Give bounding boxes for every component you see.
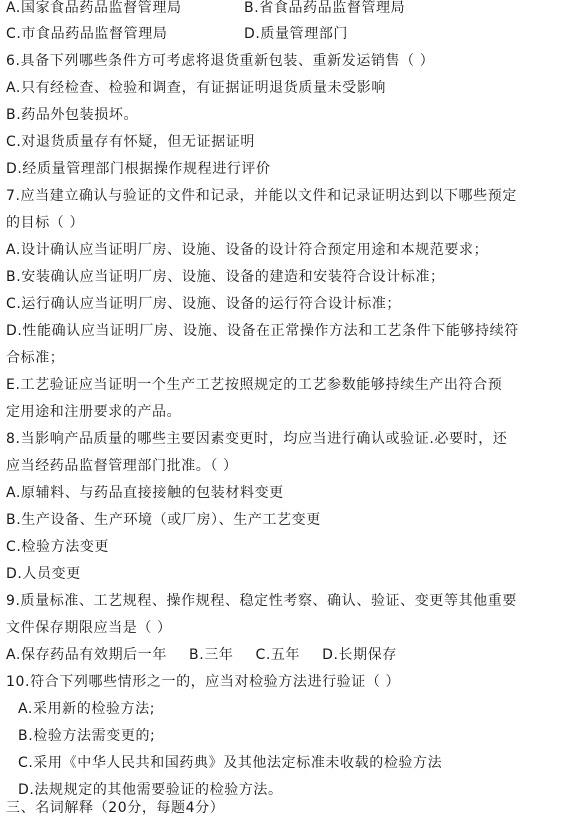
q9-option-b: B.三年 bbox=[188, 647, 234, 663]
q8-stem-line-2: 应当经药品监督管理部门批准。（ ） bbox=[6, 458, 238, 474]
q6-option-c: C.对退货质量存有怀疑，但无证据证明 bbox=[6, 134, 256, 150]
q7-option-b: B.安装确认应当证明厂房、设施、设备的建造和安装符合设计标准； bbox=[6, 269, 445, 285]
q9-stem-line-1: 9.质量标准、工艺规程、操作规程、稳定性考察、确认、验证、变更等其他重要 bbox=[6, 593, 517, 609]
q5-option-d: D.质量管理部门 bbox=[244, 26, 349, 42]
q7-option-d-line-2: 合标准； bbox=[6, 350, 65, 366]
q10-option-a: A.采用新的检验方法; bbox=[18, 701, 156, 717]
q9-option-c: C.五年 bbox=[255, 647, 301, 663]
q5-option-a: A.国家食品药品监督管理局 bbox=[6, 0, 182, 16]
q7-stem-line-1: 7.应当建立确认与验证的文件和记录，并能以文件和记录证明达到以下哪些预定 bbox=[6, 188, 517, 204]
q8-stem-line-1: 8.当影响产品质量的哪些主要因素变更时，均应当进行确认或验证.必要时，还 bbox=[6, 431, 508, 447]
q10-option-d: D.法规规定的其他需要验证的检验方法。 bbox=[18, 782, 283, 798]
q8-option-c: C.检验方法变更 bbox=[6, 539, 110, 555]
q8-option-b: B.生产设备、生产环境（或厂房）、生产工艺变更 bbox=[6, 512, 321, 528]
q7-stem-line-2: 的目标（ ） bbox=[6, 215, 85, 231]
q6-option-d: D.经质量管理部门根据操作规程进行评价 bbox=[6, 161, 271, 177]
q8-option-d: D.人员变更 bbox=[6, 566, 81, 582]
q7-option-a: A.设计确认应当证明厂房、设施、设备的设计符合预定用途和本规范要求； bbox=[6, 242, 489, 258]
q5-option-b: B.省食品药品监督管理局 bbox=[244, 0, 406, 16]
q6-option-b: B.药品外包装损坏。 bbox=[6, 107, 139, 123]
q9-option-a: A.保存药品有效期后一年 bbox=[6, 647, 167, 663]
q5-options-row-2 bbox=[6, 24, 349, 44]
q6-option-a: A.只有经检查、检验和调查，有证据证明退货质量未受影响 bbox=[6, 80, 386, 96]
q10-stem: 10.符合下列哪些情形之一的，应当对检验方法进行验证（ ） bbox=[6, 674, 401, 690]
q8-option-a: A.原辅料、与药品直接接触的包装材料变更 bbox=[6, 485, 284, 501]
q10-option-c: C.采用《中华人民共和国药典》及其他法定标准未收载的检验方法 bbox=[18, 755, 443, 771]
q10-option-b: B.检验方法需变更的; bbox=[18, 728, 156, 744]
q9-stem-line-2: 文件保存期限应当是（ ） bbox=[6, 620, 172, 636]
q9-option-d: D.长期保存 bbox=[322, 647, 397, 663]
q7-option-d-line-1: D.性能确认应当证明厂房、设施、设备在正常操作方法和工艺条件下能够持续符 bbox=[6, 323, 519, 339]
q5-option-c: C.市食品药品监督管理局 bbox=[6, 26, 168, 42]
section-3-heading: 三、名词解释（20分，每题4分） bbox=[6, 800, 225, 816]
q7-option-c: C.运行确认应当证明厂房、设施、设备的运行符合设计标准； bbox=[6, 296, 402, 312]
q6-stem: 6.具备下列哪些条件方可考虑将退货重新包装、重新发运销售（ ） bbox=[6, 53, 435, 69]
q5-options-row-1 bbox=[6, 0, 406, 18]
q7-option-e-line-1: E.工艺验证应当证明一个生产工艺按照规定的工艺参数能够持续生产出符合预 bbox=[6, 377, 503, 393]
q7-option-e-line-2: 定用途和注册要求的产品。 bbox=[6, 404, 182, 420]
q9-options-row bbox=[6, 645, 397, 665]
